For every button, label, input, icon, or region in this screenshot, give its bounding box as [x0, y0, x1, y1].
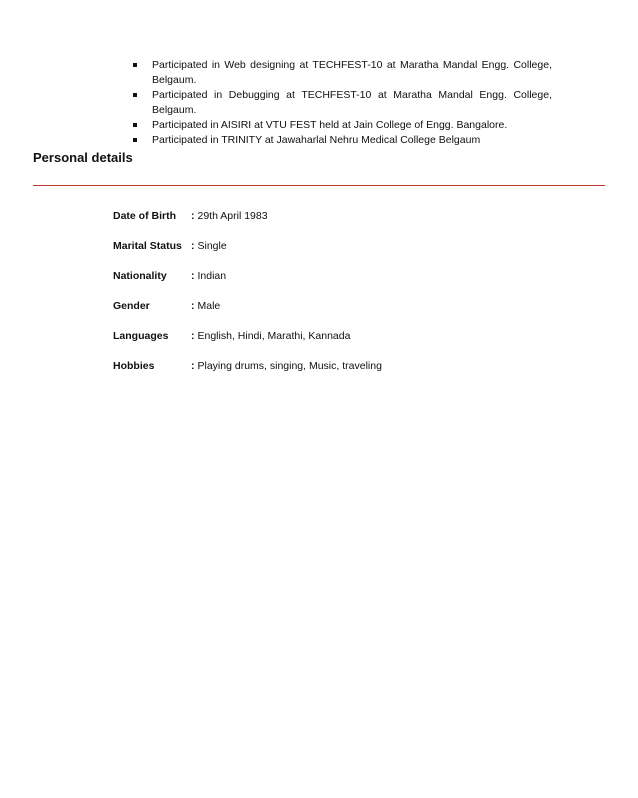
detail-row-hobbies [113, 360, 382, 390]
detail-row-nationality [113, 270, 382, 300]
detail-separator: : [191, 360, 195, 372]
square-bullet-icon [133, 138, 137, 142]
activity-text: Participated in TRINITY at Jawaharlal Nehru Medical College Belgaum [152, 134, 481, 146]
detail-label: Date of Birth [113, 210, 176, 222]
detail-separator: : [191, 300, 195, 312]
section-divider [33, 185, 605, 186]
detail-separator: : [191, 210, 195, 222]
activities-list [132, 58, 552, 148]
detail-row-date-of-birth [113, 210, 382, 240]
detail-label: Marital Status [113, 240, 182, 252]
detail-label: Hobbies [113, 360, 155, 372]
detail-separator: : [191, 270, 195, 282]
detail-row-languages [113, 330, 382, 360]
detail-value: English, Hindi, Marathi, Kannada [197, 330, 351, 342]
personal-details-table [113, 210, 382, 390]
square-bullet-icon [133, 63, 137, 67]
activity-text: Participated in Debugging at TECHFEST-10 at Maratha Mandal Engg. College, Belgaum. [152, 89, 552, 116]
detail-value: Single [197, 240, 227, 252]
detail-row-marital-status [113, 240, 382, 270]
detail-value: Indian [197, 270, 227, 282]
detail-row-gender [113, 300, 382, 330]
detail-value: Male [197, 300, 221, 312]
detail-value: 29th April 1983 [197, 210, 268, 222]
activity-text: Participated in Web designing at TECHFEST-10 at Maratha Mandal Engg. College, Belgaum. [152, 59, 552, 86]
detail-value: Playing drums, singing, Music, traveling [197, 360, 382, 372]
detail-separator: : [191, 240, 195, 252]
list-item [132, 88, 552, 118]
detail-label: Gender [113, 300, 150, 312]
square-bullet-icon [133, 93, 137, 97]
list-item [132, 118, 552, 133]
square-bullet-icon [133, 123, 137, 127]
list-item [132, 133, 552, 148]
section-title: Personal details [33, 150, 133, 165]
detail-separator: : [191, 330, 195, 342]
activity-text: Participated in AISIRI at VTU FEST held at Jain College of Engg. Bangalore. [152, 119, 508, 131]
detail-label: Languages [113, 330, 169, 342]
list-item [132, 58, 552, 88]
detail-label: Nationality [113, 270, 167, 282]
